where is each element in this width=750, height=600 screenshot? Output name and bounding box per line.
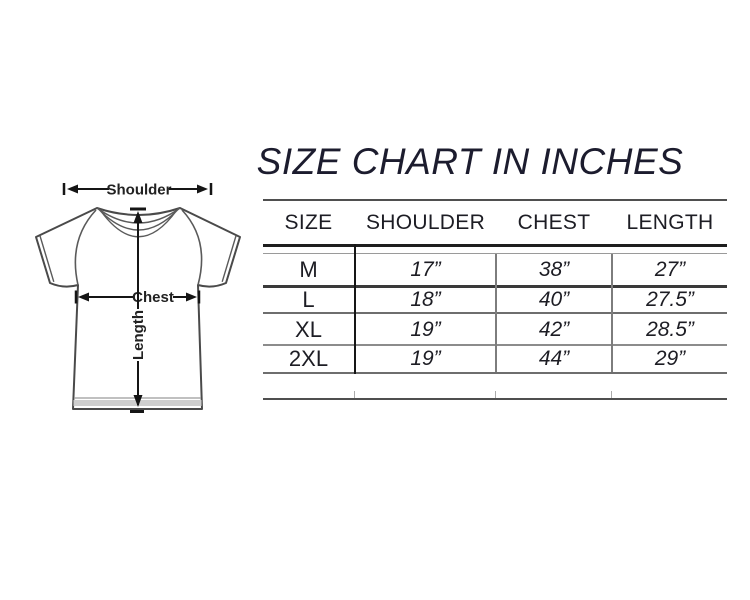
row-l-size: L bbox=[302, 287, 315, 312]
row-2xl-length: 29” bbox=[654, 347, 686, 370]
row-xl-chest: 42” bbox=[538, 318, 570, 341]
header-size: SIZE bbox=[284, 211, 333, 234]
shoulder-label: Shoulder bbox=[106, 181, 172, 199]
header-chest: CHEST bbox=[517, 211, 591, 234]
row-m-chest: 38” bbox=[538, 258, 570, 281]
page-title: SIZE CHART IN INCHES bbox=[256, 141, 684, 182]
table-divider-nub bbox=[611, 391, 612, 398]
table-row bbox=[263, 254, 727, 285]
table-rule-row-2xl bbox=[263, 372, 727, 374]
row-l-shoulder: 18” bbox=[410, 288, 441, 311]
row-m-length: 27” bbox=[654, 258, 686, 281]
row-xl-length: 28.5” bbox=[646, 318, 694, 341]
row-xl-size: XL bbox=[295, 317, 322, 342]
size-table bbox=[263, 199, 727, 405]
length-label: Length bbox=[130, 310, 147, 360]
shoulder-arrowhead-left bbox=[67, 185, 78, 194]
row-m-size: M bbox=[299, 257, 318, 282]
table-row bbox=[263, 288, 727, 312]
row-m-shoulder: 17” bbox=[410, 258, 441, 281]
table-row bbox=[263, 346, 727, 372]
header-length: LENGTH bbox=[626, 211, 714, 234]
table-row bbox=[263, 315, 727, 344]
header-shoulder: SHOULDER bbox=[365, 211, 486, 234]
row-2xl-shoulder: 19” bbox=[410, 347, 441, 370]
row-2xl-chest: 44” bbox=[538, 347, 570, 370]
row-2xl-size: 2XL bbox=[288, 346, 329, 371]
row-l-length: 27.5” bbox=[646, 288, 694, 311]
row-xl-shoulder: 19” bbox=[410, 318, 441, 341]
row-l-chest: 40” bbox=[538, 288, 570, 311]
tshirt-diagram bbox=[22, 178, 252, 428]
table-rule-bottom bbox=[263, 398, 727, 400]
shoulder-arrowhead-right bbox=[197, 185, 208, 194]
table-rule-header bbox=[263, 244, 727, 247]
table-divider-nub bbox=[354, 391, 355, 398]
table-header-row bbox=[263, 201, 727, 244]
table-divider-nub bbox=[495, 391, 496, 398]
chest-label: Chest bbox=[132, 289, 174, 306]
